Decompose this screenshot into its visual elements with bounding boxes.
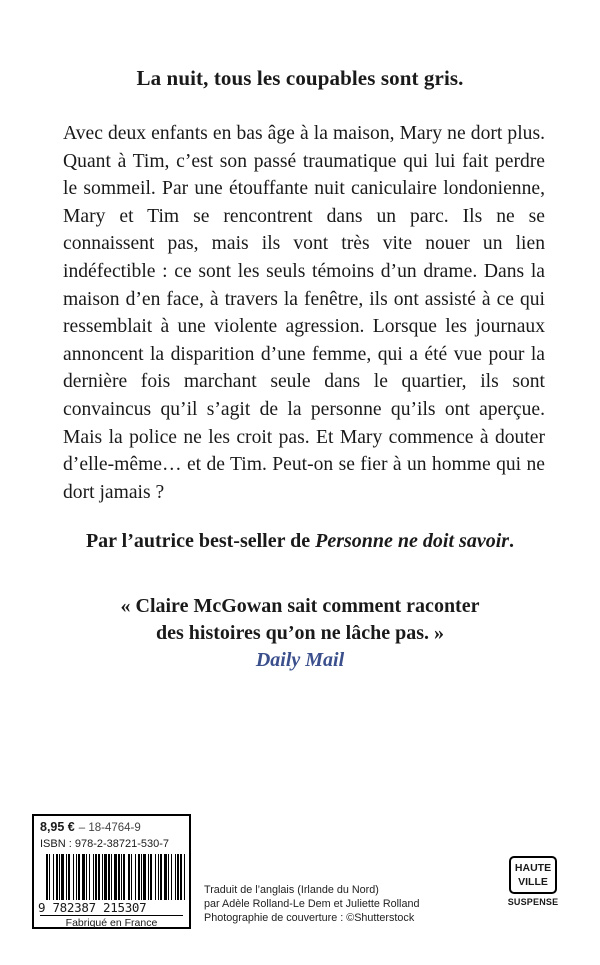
barcode-bars [46,854,186,900]
press-quote-source: Daily Mail [255,649,345,671]
barcode-digits: 9 782387 215307 [38,900,147,915]
author-line-title: Personne ne doit savoir [315,530,510,552]
author-line-suffix: . [509,530,515,552]
credits-photo: Photographie de couverture : ©Shutterstock [204,912,415,924]
blurb-paragraph: Avec deux enfants en bas âge à la maison, Mary ne dort plus. Quant à Tim, c’est son passé traumatique qui lui fait perdre le sommeil. Par une étouffante nuit caniculaire londonienne, Mary et Tim se rencontrent dans un parc. Ils ne se connaissent pas, mais ils vont très vite nouer un lien indéfectible : ce sont les seuls témoins d’un drame. Dans la maison d’en face, à travers la fenêtre, ils ont assisté à ce qui ressemblait à une violente agression. Lorsque les journaux annoncent la disparition d’une femme, qui a été vue pour la dernière fois marchant seule dans le quartier, ils sont convaincus qu’il s’agit de la personne qu’ils ont aperçue. Mais la police ne les croit pas. Et Mary commence à douter d’elle-même… et de Tim. Peut-on se fier à un homme qui ne dort jamais ? [63,123,545,503]
publisher-logo [504,856,562,922]
press-quote [0,593,600,647]
author-line-prefix: Par l’autrice best-seller de [85,530,316,552]
tagline: La nuit, tous les coupables sont gris. [136,66,464,90]
publisher-logo-box [509,856,557,894]
press-quote-line-1: « Claire McGowan sait comment raconter [120,595,480,617]
credits-translation: Traduit de l’anglais (Irlande du Nord) [204,884,379,896]
product-code: – 18-4764-9 [78,822,141,834]
price-row [40,820,141,834]
press-quote-line-2: des histoires qu’on ne lâche pas. » [155,622,444,644]
isbn: ISBN : 978-2-38721-530-7 [40,838,170,850]
publisher-collection: SUSPENSE [507,897,559,907]
author-line [0,530,600,553]
publisher-logo-line-2: VILLE [518,876,548,888]
credits [204,883,464,925]
barcode-box [32,814,191,929]
made-in-label: Fabriqué en France [40,915,183,929]
publisher-logo-line-1: HAUTE [514,862,552,874]
credits-translators: par Adèle Rolland-Le Dem et Juliette Rolland [204,898,420,910]
price: 8,95 € [40,820,75,834]
